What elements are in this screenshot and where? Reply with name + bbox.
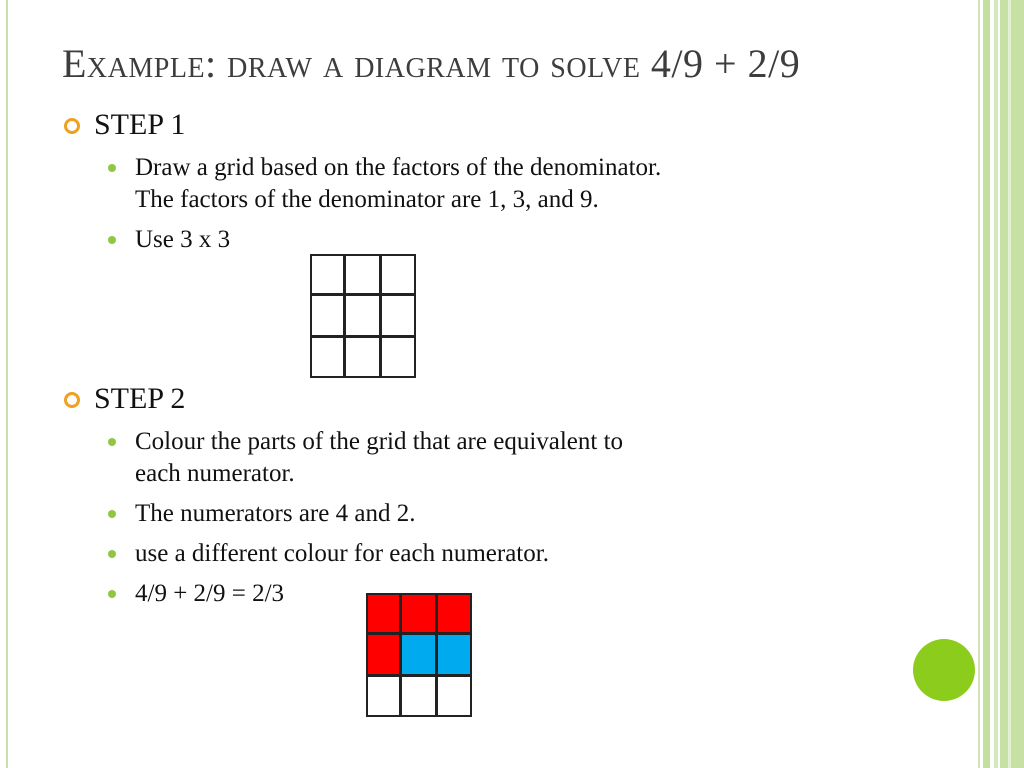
right-decor-stripe [978, 0, 980, 768]
grid-cell [380, 336, 416, 378]
bullet-text: Colour the parts of the grid that are equivalent to [135, 428, 624, 455]
grid-cell [310, 294, 345, 336]
ring-bullet-icon [64, 392, 80, 408]
bullet-text: each numerator. [135, 460, 295, 487]
grid-cell [344, 336, 380, 378]
bullet-text: use a different colour for each numerator. [135, 540, 549, 567]
bullet-text: The numerators are 4 and 2. [135, 500, 416, 527]
right-decor-stripe [1000, 0, 1024, 768]
right-decor-stripe [1008, 0, 1011, 768]
bullet-dot-icon [108, 236, 116, 244]
grid-cell [380, 294, 416, 336]
colored-3x3-grid [366, 593, 472, 717]
grid-cell [400, 675, 436, 717]
left-border-line [6, 0, 8, 768]
bullet-text: 4/9 + 2/9 = 2/3 [135, 580, 285, 607]
grid-cell [436, 675, 472, 717]
grid-cell [344, 254, 380, 295]
grid-cell [344, 294, 380, 336]
right-decor-stripe [994, 0, 998, 768]
grid-cell [380, 254, 416, 295]
bullet-dot-icon [108, 550, 116, 558]
grid-cell [400, 593, 436, 634]
decorative-green-circle [913, 639, 975, 701]
step2-heading: STEP 2 [94, 382, 186, 415]
grid-cell [436, 593, 472, 634]
bullet-dot-icon [108, 510, 116, 518]
grid-cell [310, 336, 345, 378]
bullet-text: Use 3 x 3 [135, 226, 231, 253]
empty-3x3-grid [310, 254, 416, 378]
right-decor-stripe [983, 0, 990, 768]
grid-cell [366, 633, 401, 675]
grid-cell [310, 254, 345, 295]
grid-cell [436, 633, 472, 675]
ring-bullet-icon [64, 118, 80, 134]
grid-cell [400, 633, 436, 675]
bullet-dot-icon [108, 438, 116, 446]
bullet-dot-icon [108, 590, 116, 598]
grid-cell [366, 675, 401, 717]
bullet-text: The factors of the denominator are 1, 3, and 9. [135, 186, 599, 213]
step1-heading: STEP 1 [94, 108, 186, 141]
bullet-dot-icon [108, 164, 116, 172]
slide-title: Example: draw a diagram to solve 4/9 + 2/9 [62, 41, 801, 86]
bullet-text: Draw a grid based on the factors of the denominator. [135, 154, 662, 181]
grid-cell [366, 593, 401, 634]
